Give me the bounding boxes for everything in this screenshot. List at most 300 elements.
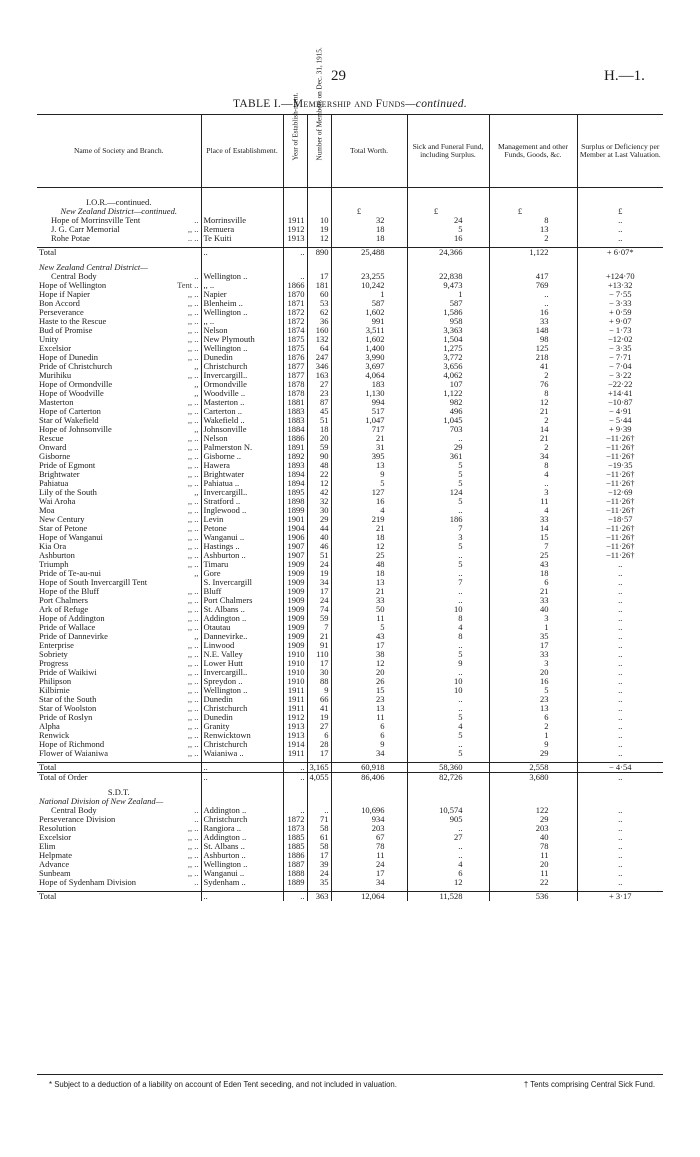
year-cell: 1870 bbox=[283, 290, 307, 299]
surplus-cell: .. bbox=[577, 722, 663, 731]
total-mgmt: 2,558 bbox=[489, 763, 577, 773]
members-cell: 12 bbox=[307, 234, 331, 243]
table-row bbox=[37, 824, 663, 833]
sick-fund-cell: 905 bbox=[407, 815, 489, 824]
surplus-cell: −11·26† bbox=[577, 533, 663, 542]
worth-cell: 717 bbox=[331, 425, 407, 434]
place-cell: Waianiwa .. bbox=[201, 749, 283, 758]
sick-fund-cell: 3,656 bbox=[407, 362, 489, 371]
members-cell: 44 bbox=[307, 524, 331, 533]
place-cell: Gisborne .. bbox=[201, 452, 283, 461]
surplus-cell: .. bbox=[577, 605, 663, 614]
mgmt-fund-cell: 2 bbox=[489, 443, 577, 452]
total-label: Total bbox=[37, 248, 201, 258]
surplus-cell: −22·22 bbox=[577, 380, 663, 389]
members-cell: 32 bbox=[307, 497, 331, 506]
branch-name-text: Philipson bbox=[39, 676, 72, 686]
branch-name-text: Star of Petone bbox=[39, 523, 88, 533]
mgmt-fund-cell: 12 bbox=[489, 398, 577, 407]
sick-fund-cell: 124 bbox=[407, 488, 489, 497]
surplus-cell: .. bbox=[577, 860, 663, 869]
place-cell: Wellington .. bbox=[201, 860, 283, 869]
worth-cell: 16 bbox=[331, 497, 407, 506]
members-cell: 90 bbox=[307, 452, 331, 461]
mgmt-fund-cell: 8 bbox=[489, 461, 577, 470]
branch-name-text: Pride of Dannevirke bbox=[39, 631, 108, 641]
surplus-cell: −12·69 bbox=[577, 488, 663, 497]
year-cell: 1909 bbox=[283, 569, 307, 578]
place-cell: Nelson bbox=[201, 326, 283, 335]
total-mgmt: 536 bbox=[489, 892, 577, 902]
table-row bbox=[37, 851, 663, 860]
members-cell: 60 bbox=[307, 290, 331, 299]
year-cell: 1911 bbox=[283, 695, 307, 704]
branch-name-text: Port Chalmers bbox=[39, 595, 88, 605]
mgmt-fund-cell: 33 bbox=[489, 317, 577, 326]
branch-name bbox=[37, 833, 201, 842]
sick-fund-cell: 1,586 bbox=[407, 308, 489, 317]
mgmt-fund-cell: 2 bbox=[489, 371, 577, 380]
branch-name-text: Bon Accord bbox=[39, 298, 80, 308]
worth-cell: 17 bbox=[331, 869, 407, 878]
table-row bbox=[37, 614, 663, 623]
worth-cell: 994 bbox=[331, 398, 407, 407]
leader-marks: ,, .. bbox=[187, 676, 199, 686]
branch-name-text: J. G. Carr Memorial bbox=[51, 224, 120, 234]
place-cell: Gore bbox=[201, 569, 283, 578]
sick-fund-cell: .. bbox=[407, 434, 489, 443]
worth-cell: 17 bbox=[331, 641, 407, 650]
mgmt-fund-cell: .. bbox=[489, 290, 577, 299]
sick-fund-cell: 7 bbox=[407, 578, 489, 587]
worth-cell: 13 bbox=[331, 704, 407, 713]
members-cell: 346 bbox=[307, 362, 331, 371]
place-cell: Blenheim .. bbox=[201, 299, 283, 308]
place-cell: Levin bbox=[201, 515, 283, 524]
total-place: .. bbox=[201, 773, 283, 783]
worth-cell: 34 bbox=[331, 878, 407, 887]
sick-fund-cell: .. bbox=[407, 842, 489, 851]
section-heading-ior: I.O.R.—continued. bbox=[86, 197, 152, 207]
sick-fund-cell: .. bbox=[407, 641, 489, 650]
table-row bbox=[37, 677, 663, 686]
members-cell: 62 bbox=[307, 308, 331, 317]
place-cell: Stratford .. bbox=[201, 497, 283, 506]
surplus-cell: .. bbox=[577, 878, 663, 887]
year-cell: 1906 bbox=[283, 533, 307, 542]
year-cell: 1909 bbox=[283, 614, 307, 623]
sick-fund-cell: 3,363 bbox=[407, 326, 489, 335]
sick-fund-cell: 10 bbox=[407, 686, 489, 695]
worth-cell: 991 bbox=[331, 317, 407, 326]
members-cell: 132 bbox=[307, 335, 331, 344]
worth-cell: 31 bbox=[331, 443, 407, 452]
mgmt-fund-cell: 14 bbox=[489, 425, 577, 434]
members-cell: 87 bbox=[307, 398, 331, 407]
members-cell: 17 bbox=[307, 851, 331, 860]
worth-cell: 11 bbox=[331, 614, 407, 623]
mgmt-fund-cell: 2 bbox=[489, 416, 577, 425]
table-row bbox=[37, 878, 663, 887]
table-row bbox=[37, 605, 663, 614]
worth-cell: 219 bbox=[331, 515, 407, 524]
place-cell: Sydenham .. bbox=[201, 878, 283, 887]
place-cell: Masterton .. bbox=[201, 398, 283, 407]
table-row bbox=[37, 326, 663, 335]
title-prefix: TABLE I.— bbox=[232, 98, 293, 110]
branch-name-text: Star of Wakefield bbox=[39, 415, 99, 425]
members-cell: 51 bbox=[307, 551, 331, 560]
mgmt-fund-cell: 6 bbox=[489, 713, 577, 722]
table-row bbox=[37, 488, 663, 497]
sick-fund-cell: .. bbox=[407, 551, 489, 560]
sick-fund-cell: 29 bbox=[407, 443, 489, 452]
surplus-cell: .. bbox=[577, 749, 663, 758]
branch-name-text: Hope of South Invercargill Tent bbox=[39, 577, 148, 587]
mgmt-fund-cell: 125 bbox=[489, 344, 577, 353]
sick-fund-cell: 7 bbox=[407, 524, 489, 533]
sick-fund-cell: 587 bbox=[407, 299, 489, 308]
col-header-mgmt: Management and other Funds, Goods, &c. bbox=[489, 115, 577, 188]
worth-cell: 9 bbox=[331, 740, 407, 749]
place-cell: Wellington .. bbox=[201, 344, 283, 353]
place-cell: S. Invercargill bbox=[201, 578, 283, 587]
sick-fund-cell: 5 bbox=[407, 479, 489, 488]
total-members: 4,055 bbox=[307, 773, 331, 783]
table-row bbox=[37, 596, 663, 605]
surplus-cell: − 3·22 bbox=[577, 371, 663, 380]
members-cell: 24 bbox=[307, 869, 331, 878]
members-cell: 19 bbox=[307, 569, 331, 578]
sick-fund-cell: 5 bbox=[407, 713, 489, 722]
branch-name-text: Resolution bbox=[39, 823, 76, 833]
year-cell: 1894 bbox=[283, 470, 307, 479]
sick-fund-cell: 361 bbox=[407, 452, 489, 461]
place-cell: Remuera bbox=[201, 225, 283, 234]
members-cell: 163 bbox=[307, 371, 331, 380]
total-label: Total of Order bbox=[37, 773, 201, 783]
mgmt-fund-cell: 29 bbox=[489, 749, 577, 758]
place-cell: Inglewood .. bbox=[201, 506, 283, 515]
total-label: Total bbox=[37, 763, 201, 773]
place-cell: Spreydon .. bbox=[201, 677, 283, 686]
members-cell: 10 bbox=[307, 216, 331, 225]
leader-marks: ,, .. bbox=[187, 343, 199, 353]
year-cell: 1883 bbox=[283, 416, 307, 425]
table-row bbox=[37, 704, 663, 713]
mgmt-fund-cell: 148 bbox=[489, 326, 577, 335]
branch-name-text: Hope of Addington bbox=[39, 613, 105, 623]
leader-marks: ,, .. bbox=[187, 334, 199, 344]
surplus-cell: −11·26† bbox=[577, 479, 663, 488]
branch-name-text: Kilbirnie bbox=[39, 685, 70, 695]
year-cell: 1901 bbox=[283, 515, 307, 524]
sick-fund-cell: 496 bbox=[407, 407, 489, 416]
surplus-cell: .. bbox=[577, 731, 663, 740]
worth-cell: 21 bbox=[331, 587, 407, 596]
year-cell: 1877 bbox=[283, 362, 307, 371]
table-row bbox=[37, 290, 663, 299]
table-row bbox=[37, 425, 663, 434]
year-cell: 1910 bbox=[283, 677, 307, 686]
mgmt-fund-cell: 16 bbox=[489, 677, 577, 686]
worth-cell: 21 bbox=[331, 434, 407, 443]
branch-name-text: Masterton bbox=[39, 397, 74, 407]
worth-cell: 203 bbox=[331, 824, 407, 833]
surplus-cell: +14·41 bbox=[577, 389, 663, 398]
worth-cell: 934 bbox=[331, 815, 407, 824]
year-cell: 1894 bbox=[283, 479, 307, 488]
members-cell: 41 bbox=[307, 704, 331, 713]
members-cell: 21 bbox=[307, 632, 331, 641]
members-cell: 48 bbox=[307, 461, 331, 470]
leader-marks: ,, .. bbox=[187, 586, 199, 596]
worth-cell: 38 bbox=[331, 650, 407, 659]
leader-marks: ,, .. bbox=[187, 514, 199, 524]
worth-cell: 32 bbox=[331, 216, 407, 225]
year-cell: 1878 bbox=[283, 389, 307, 398]
total-row-sdt bbox=[37, 892, 663, 902]
worth-cell: 43 bbox=[331, 632, 407, 641]
branch-name-text: Sobriety bbox=[39, 649, 68, 659]
branch-name bbox=[37, 713, 201, 722]
leader-marks: Tent .. bbox=[177, 280, 199, 290]
total-worth: 25,488 bbox=[331, 248, 407, 258]
total-worth: 86,406 bbox=[331, 773, 407, 783]
branch-name bbox=[37, 749, 201, 758]
sick-fund-cell: .. bbox=[407, 824, 489, 833]
worth-cell: 6 bbox=[331, 731, 407, 740]
year-cell: 1874 bbox=[283, 326, 307, 335]
table-row bbox=[37, 551, 663, 560]
branch-name-text: Lily of the South bbox=[39, 487, 97, 497]
year-cell: 1871 bbox=[283, 299, 307, 308]
total-sick: 58,360 bbox=[407, 763, 489, 773]
table-row bbox=[37, 713, 663, 722]
year-cell: 1888 bbox=[283, 869, 307, 878]
place-cell: N.E. Valley bbox=[201, 650, 283, 659]
mgmt-fund-cell: 13 bbox=[489, 225, 577, 234]
branch-name-text: Star of Woolston bbox=[39, 703, 97, 713]
total-row-nz-district bbox=[37, 248, 663, 258]
mgmt-fund-cell: 21 bbox=[489, 587, 577, 596]
leader-marks: ,, .. bbox=[187, 397, 199, 407]
leader-marks: ,, .. bbox=[187, 442, 199, 452]
year-cell: 1910 bbox=[283, 668, 307, 677]
leader-marks: ,, .. bbox=[187, 850, 199, 860]
leader-marks: ,, .. bbox=[187, 532, 199, 542]
branch-name-text: Ashburton bbox=[39, 550, 75, 560]
mgmt-fund-cell: 1 bbox=[489, 623, 577, 632]
leader-marks: ,, .. bbox=[187, 868, 199, 878]
mgmt-fund-cell: 13 bbox=[489, 704, 577, 713]
sick-fund-cell: 186 bbox=[407, 515, 489, 524]
sick-fund-cell: 6 bbox=[407, 869, 489, 878]
branch-name-text: Haste to the Rescue bbox=[39, 316, 107, 326]
table-row bbox=[37, 731, 663, 740]
branch-name-text: Helpmate bbox=[39, 850, 73, 860]
place-cell: Lower Hutt bbox=[201, 659, 283, 668]
leader-marks: ,, .. bbox=[187, 289, 199, 299]
branch-name-text: Perseverance Division bbox=[39, 814, 116, 824]
total-year: .. bbox=[283, 892, 307, 902]
members-cell: 12 bbox=[307, 479, 331, 488]
mgmt-fund-cell: 21 bbox=[489, 434, 577, 443]
place-cell: Wellington .. bbox=[201, 272, 283, 281]
year-cell: .. bbox=[283, 272, 307, 281]
branch-name-text: Central Body bbox=[51, 271, 97, 281]
col-header-worth: Total Worth. bbox=[331, 115, 407, 188]
place-cell: Granity bbox=[201, 722, 283, 731]
col-header-year bbox=[283, 92, 307, 188]
branch-name-text: Pride of Wallace bbox=[39, 622, 96, 632]
table-row bbox=[37, 641, 663, 650]
mgmt-fund-cell: 5 bbox=[489, 686, 577, 695]
surplus-cell: .. bbox=[577, 668, 663, 677]
table-row bbox=[37, 281, 663, 290]
year-cell: 1914 bbox=[283, 740, 307, 749]
branch-name-text: Central Body bbox=[51, 805, 97, 815]
sick-fund-cell: 22,838 bbox=[407, 272, 489, 281]
table-header-row bbox=[37, 115, 663, 188]
leader-marks: .. bbox=[194, 814, 199, 824]
sick-fund-cell: 1,045 bbox=[407, 416, 489, 425]
leader-marks: ,, bbox=[194, 631, 199, 641]
surplus-cell: .. bbox=[577, 806, 663, 815]
surplus-cell: +13·32 bbox=[577, 281, 663, 290]
branch-name bbox=[37, 878, 201, 887]
table-row bbox=[37, 299, 663, 308]
year-cell: 1909 bbox=[283, 605, 307, 614]
place-cell: Ashburton .. bbox=[201, 851, 283, 860]
members-cell: 40 bbox=[307, 533, 331, 542]
members-cell: 181 bbox=[307, 281, 331, 290]
total-row-order bbox=[37, 773, 663, 783]
surplus-cell: .. bbox=[577, 704, 663, 713]
place-cell: Christchurch bbox=[201, 815, 283, 824]
branch-name-text: Progress bbox=[39, 658, 69, 668]
table-row bbox=[37, 234, 663, 243]
surplus-cell: .. bbox=[577, 740, 663, 749]
leader-marks: ,, .. bbox=[187, 694, 199, 704]
place-cell: Christchurch bbox=[201, 740, 283, 749]
place-cell: Christchurch bbox=[201, 704, 283, 713]
year-cell: .. bbox=[283, 806, 307, 815]
leader-marks: ,, .. bbox=[187, 316, 199, 326]
leader-marks: ,, .. bbox=[187, 739, 199, 749]
branch-name-text: Ark of Refuge bbox=[39, 604, 89, 614]
table-row bbox=[37, 317, 663, 326]
leader-marks: ,, .. bbox=[187, 823, 199, 833]
year-cell: 1911 bbox=[283, 704, 307, 713]
place-cell: Timaru bbox=[201, 560, 283, 569]
members-cell: 71 bbox=[307, 815, 331, 824]
table-row bbox=[37, 362, 663, 371]
table-row bbox=[37, 686, 663, 695]
mgmt-fund-cell: 122 bbox=[489, 806, 577, 815]
mgmt-fund-cell: 40 bbox=[489, 605, 577, 614]
worth-cell: 587 bbox=[331, 299, 407, 308]
place-cell: Te Kuiti bbox=[201, 234, 283, 243]
worth-cell: 3,697 bbox=[331, 362, 407, 371]
surplus-cell: −11·26† bbox=[577, 524, 663, 533]
leader-marks: ,, .. bbox=[187, 307, 199, 317]
branch-name-text: Pride of Te-au-nui bbox=[39, 568, 102, 578]
year-cell: 1907 bbox=[283, 551, 307, 560]
sick-fund-cell: 5 bbox=[407, 650, 489, 659]
surplus-cell: −12·02 bbox=[577, 335, 663, 344]
branch-name-text: Hope of Morrinsville Tent bbox=[51, 215, 141, 225]
table-row bbox=[37, 272, 663, 281]
place-cell: Ormondville bbox=[201, 380, 283, 389]
surplus-cell: − 7·04 bbox=[577, 362, 663, 371]
leader-marks: ,, .. bbox=[187, 469, 199, 479]
worth-cell: 18 bbox=[331, 225, 407, 234]
mgmt-fund-cell: 98 bbox=[489, 335, 577, 344]
unit-worth: £ bbox=[331, 207, 407, 216]
nz-district-heading: New Zealand District—continued. bbox=[60, 206, 177, 216]
table-row bbox=[37, 497, 663, 506]
leader-marks: .. bbox=[194, 805, 199, 815]
leader-marks: ,, bbox=[194, 487, 199, 497]
table-row bbox=[37, 416, 663, 425]
year-cell: 1866 bbox=[283, 281, 307, 290]
mgmt-fund-cell: 16 bbox=[489, 308, 577, 317]
table-row bbox=[37, 650, 663, 659]
mgmt-fund-cell: 3 bbox=[489, 659, 577, 668]
place-cell: Invercargill.. bbox=[201, 371, 283, 380]
branch-name-text: Murihiku bbox=[39, 370, 72, 380]
leader-marks: ,, .. bbox=[187, 613, 199, 623]
sick-fund-cell: 4 bbox=[407, 623, 489, 632]
surplus-cell: .. bbox=[577, 578, 663, 587]
table-row bbox=[37, 335, 663, 344]
table-row bbox=[37, 470, 663, 479]
mgmt-fund-cell: 43 bbox=[489, 560, 577, 569]
mgmt-fund-cell: 29 bbox=[489, 815, 577, 824]
place-cell: Wanganui .. bbox=[201, 533, 283, 542]
worth-cell: 18 bbox=[331, 533, 407, 542]
worth-cell: 23 bbox=[331, 695, 407, 704]
mgmt-fund-cell: 11 bbox=[489, 497, 577, 506]
year-cell: 1885 bbox=[283, 842, 307, 851]
document-code: H.—1. bbox=[604, 68, 645, 84]
members-cell: 46 bbox=[307, 542, 331, 551]
table-row bbox=[37, 389, 663, 398]
sick-fund-cell: 982 bbox=[407, 398, 489, 407]
year-cell: 1904 bbox=[283, 524, 307, 533]
branch-name bbox=[37, 234, 201, 243]
year-cell: 1911 bbox=[283, 686, 307, 695]
total-members: 890 bbox=[307, 248, 331, 258]
sick-fund-cell: 5 bbox=[407, 497, 489, 506]
mgmt-fund-cell: 769 bbox=[489, 281, 577, 290]
total-sick: 82,726 bbox=[407, 773, 489, 783]
place-cell: ,, .. bbox=[201, 317, 283, 326]
branch-name-text: Renwick bbox=[39, 730, 70, 740]
worth-cell: 9 bbox=[331, 470, 407, 479]
table-row bbox=[37, 380, 663, 389]
members-cell: 247 bbox=[307, 353, 331, 362]
mgmt-fund-cell: 218 bbox=[489, 353, 577, 362]
table-row bbox=[37, 524, 663, 533]
surplus-cell: .. bbox=[577, 587, 663, 596]
total-label: Total bbox=[37, 892, 201, 902]
leader-marks: ,, bbox=[194, 424, 199, 434]
surplus-cell: .. bbox=[577, 614, 663, 623]
worth-cell: 12 bbox=[331, 659, 407, 668]
place-cell: Petone bbox=[201, 524, 283, 533]
